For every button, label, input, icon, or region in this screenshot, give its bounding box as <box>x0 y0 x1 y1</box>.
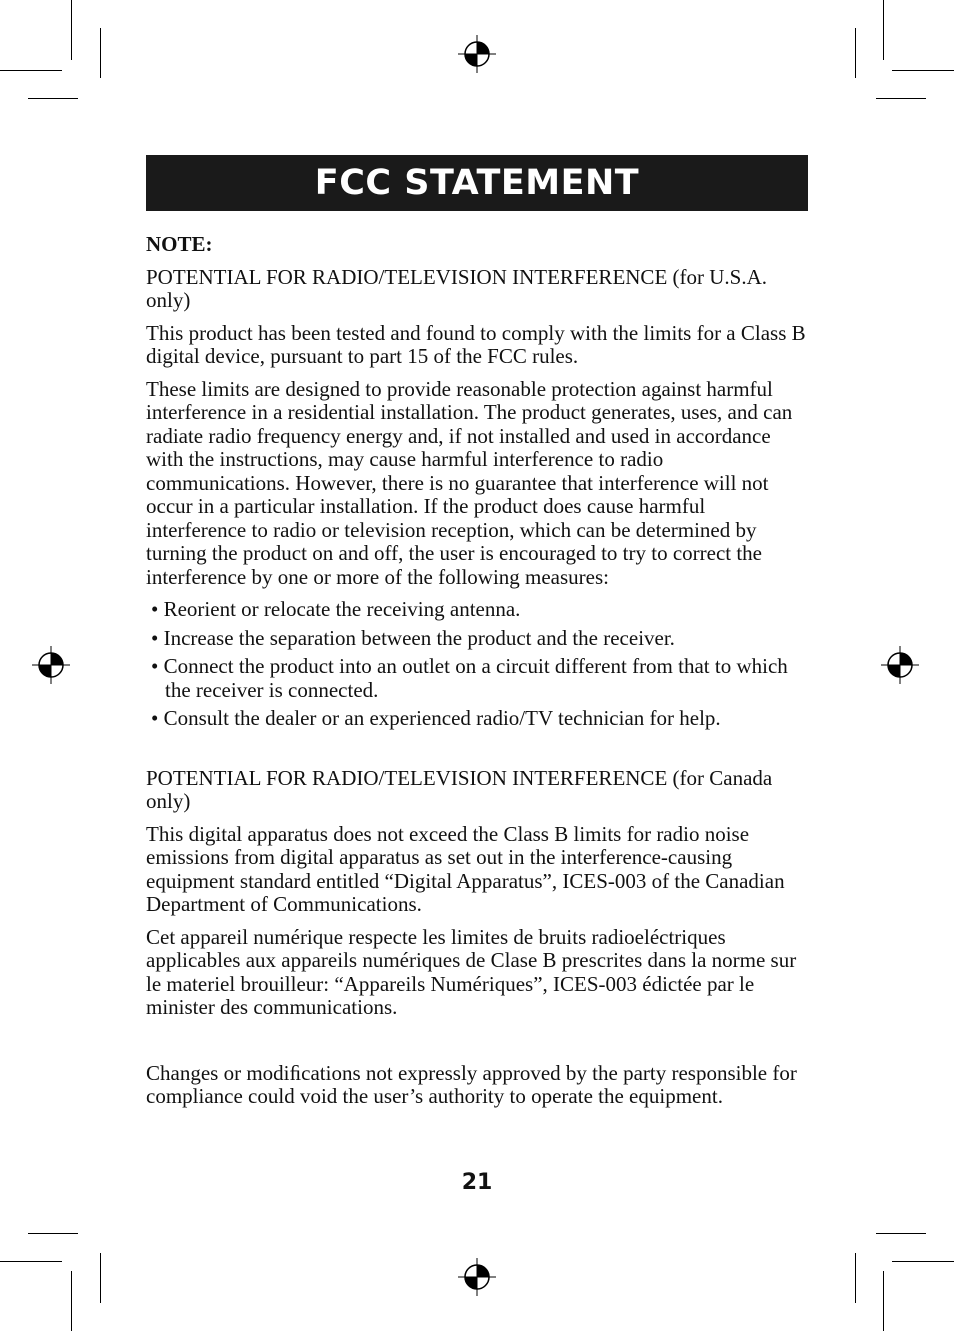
registration-mark-icon <box>458 35 496 73</box>
list-item: • Reorient or relocate the receiving antenna. <box>151 597 521 621</box>
title-bar <box>146 155 808 211</box>
list-item: • Connect the product into an outlet on a circuit different from that to which the receiver is connected. <box>151 654 788 702</box>
crop-mark <box>892 1261 954 1262</box>
usa-heading: POTENTIAL FOR RADIO/TELEVISION INTERFERENCE (for U.S.A. only) <box>146 264 768 312</box>
crop-mark <box>855 1253 856 1303</box>
crop-mark <box>71 1271 72 1331</box>
crop-mark <box>876 1233 926 1234</box>
list-item: • Consult the dealer or an experienced radio/TV technician for help. <box>151 706 721 730</box>
fcc-statement-body <box>146 233 808 1109</box>
crop-mark <box>0 1261 62 1262</box>
page-title: FCC STATEMENT <box>314 163 640 203</box>
crop-mark <box>892 70 954 71</box>
registration-mark-icon <box>32 646 70 684</box>
registration-mark-icon <box>458 1258 496 1296</box>
crop-mark <box>855 28 856 78</box>
crop-mark <box>100 1253 101 1303</box>
page-number: 21 <box>461 1170 493 1195</box>
crop-mark <box>100 28 101 78</box>
canada-heading: POTENTIAL FOR RADIO/TELEVISION INTERFERENCE (for Canada only) <box>146 765 773 813</box>
canada-paragraph-2: Cet appareil numérique respecte les limites de bruits radioeléctriques applicables aux appareils numériques de Clase B prescrites dans la norme sur le materiel brouilleur: “Appareils Numériques”, ICES-003 édictée par le minister des communications. <box>146 924 797 1019</box>
registration-mark-icon <box>881 646 919 684</box>
note-label: NOTE: <box>146 232 213 256</box>
usa-paragraph-1: This product has been tested and found to comply with the limits for a Class B digital device, pursuant to part 15 of the FCC rules. <box>146 320 806 368</box>
list-item: • Increase the separation between the product and the receiver. <box>151 625 675 650</box>
crop-mark <box>28 1233 78 1234</box>
usa-paragraph-2: These limits are designed to provide reasonable protection against harmful interference in a residential installation. The product generates, uses, and can radiate radio frequency energy and, if not installed and used in accordance with the instructions, may cause harmful interference to radio communications. However, there is no guarantee that interference will not occur in a particular installation. If the product does cause harmful interference to radio or television reception, which can be determined by turning the product on and off, the user is encouraged to try to correct the interference by one or more of the following measures: <box>146 376 793 589</box>
changes-paragraph: Changes or modiﬁcations not expressly approved by the party responsible for compliance could void the user’s authority to operate the equipment. <box>146 1060 797 1108</box>
crop-mark <box>876 98 926 99</box>
crop-mark <box>883 0 884 60</box>
canada-paragraph-1: This digital apparatus does not exceed the Class B limits for radio noise emissions from digital apparatus as set out in the interference-causing equipment standard entitled “Digital Apparatus”, ICES-003 of the Canadian Department of Communications. <box>146 821 785 916</box>
crop-mark <box>71 0 72 60</box>
crop-mark <box>0 70 62 71</box>
crop-mark <box>883 1271 884 1331</box>
crop-mark <box>28 98 78 99</box>
